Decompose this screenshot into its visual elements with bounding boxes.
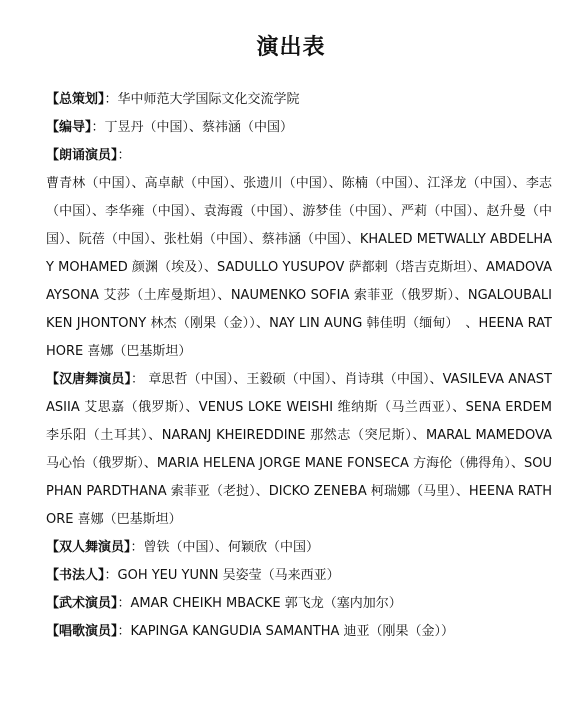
section-recitation-performers: [46, 170, 552, 366]
section-label: 【汉唐舞演员】: [46, 372, 132, 387]
section-text: ：曾铁（中国）、何颖欣（中国）: [130, 540, 320, 555]
section-label: 【编导】: [46, 120, 92, 135]
section-label: 【总策划】: [46, 92, 105, 107]
section-text: ：丁昱丹（中国）、蔡祎涵（中国）: [91, 120, 294, 135]
section-director: [46, 114, 552, 142]
section-text: ：KAPINGA KANGUDIA SAMANTHA 迪亚（刚果（金））: [117, 624, 455, 639]
section-hantang-dance: [46, 366, 552, 534]
section-label: 【朗诵演员】: [46, 148, 118, 163]
section-label: 【武术演员】: [46, 596, 118, 611]
section-text: ： 章思哲（中国）、王毅硕（中国）、肖诗琪（中国）、VASILEVA ANASTASIIA 艾思嘉（俄罗斯）、VENUS LOKE WEISHI 维纳斯（马兰西亚）、SENA ERDEM 李乐阳（土耳其）、NARANJ KHEIREDDINE 那然志（突尼斯）、MARAL MAMEDOVA 马心怡（俄罗斯）、MARIA HELENA JORGE MANE FONSECA 方海伦（佛得角）、SOUPHAN PARDTHANA 索菲亚（老挝）、DICKO ZENEBA 柯瑞娜（马里）、HEENA RATHORE 喜娜（巴基斯坦）: [46, 372, 552, 527]
section-label: 【书法人】: [46, 568, 105, 583]
section-label: 【唱歌演员】: [46, 624, 118, 639]
section-singer: [46, 618, 552, 646]
section-martial-arts: [46, 590, 552, 618]
section-calligrapher: [46, 562, 552, 590]
section-recitation-header: [46, 142, 552, 170]
section-text: 曹青林（中国）、高卓献（中国）、张遗川（中国）、陈楠（中国）、江泽龙（中国）、李志（中国）、李华雍（中国）、袁海霞（中国）、游梦佳（中国）、严莉（中国）、赵升曼（中国）、阮蓓（中国）、张杜娟（中国）、蔡祎涵（中国）、KHALED METWALLY ABDELHAY MOHAMED 颜渊（埃及）、SADULLO YUSUPOV 萨都剌（塔吉克斯坦）、AMADOVA AYSONA 艾莎（土库曼斯坦）、NAUMENKO SOFIA 索菲亚（俄罗斯）、NGALOUBALI KEN JHONTONY 林杰（刚果（金））、NAY LIN AUNG 韩佳明（缅甸） 、HEENA RATHORE 喜娜（巴基斯坦）: [46, 176, 552, 359]
section-text: ：GOH YEU YUNN 吴姿莹（马来西亚）: [104, 568, 340, 583]
section-duet-dance: [46, 534, 552, 562]
section-label: 【双人舞演员】: [46, 540, 131, 555]
page-title: 演出表: [256, 35, 326, 60]
section-text: ：: [117, 148, 131, 163]
section-chief-planner: [46, 86, 552, 114]
section-text: ：华中师范大学国际文化交流学院: [104, 92, 300, 107]
section-text: ：AMAR CHEIKH MBACKE 郭飞龙（塞内加尔）: [117, 596, 402, 611]
performance-list: [46, 86, 552, 646]
